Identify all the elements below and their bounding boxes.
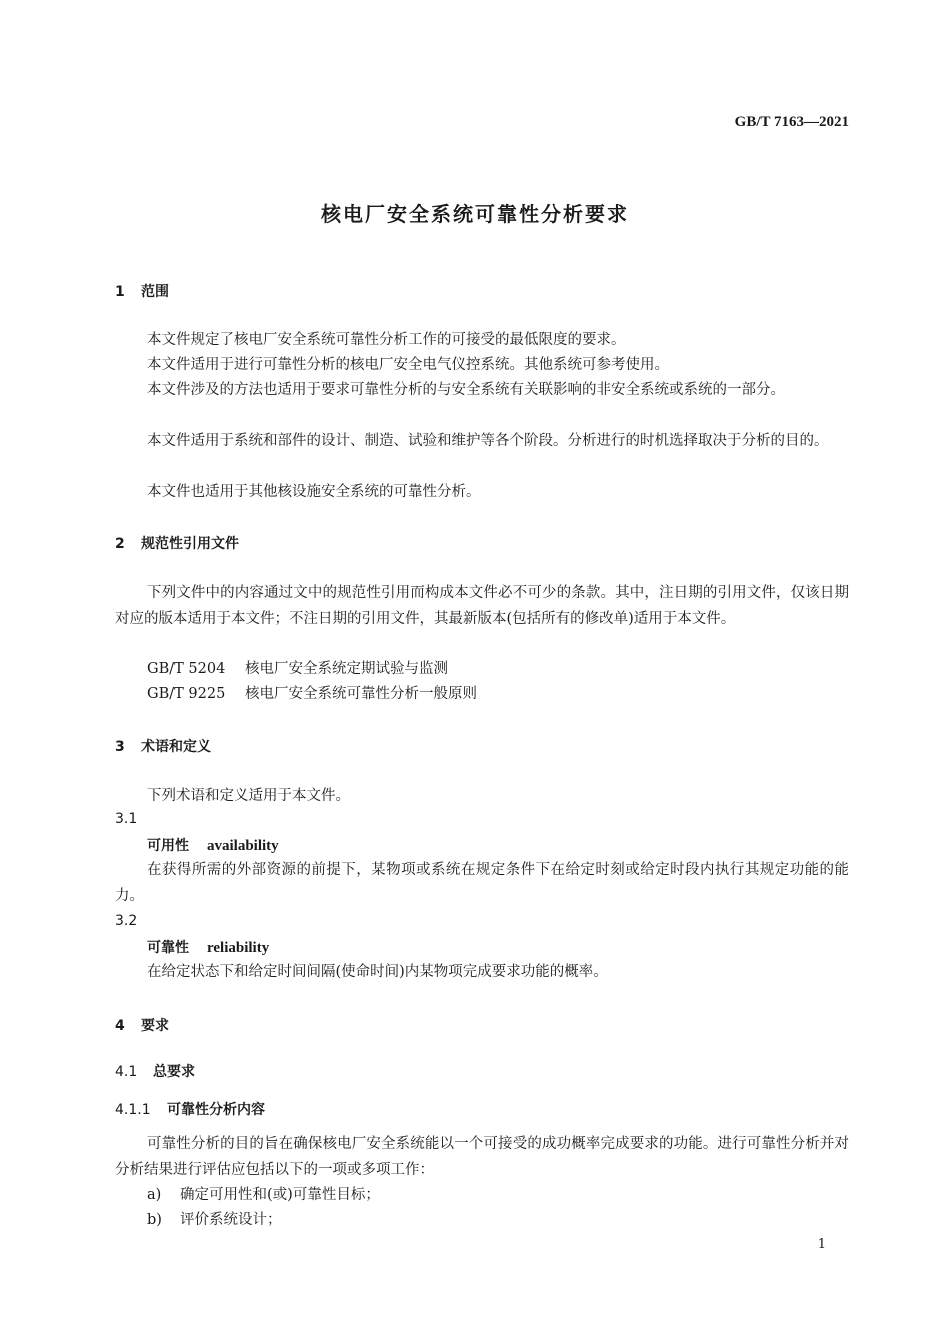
reference-title: 核电厂安全系统可靠性分析一般原则 <box>245 686 477 702</box>
term-definition: 在获得所需的外部资源的前提下，某物项或系统在规定条件下在给定时刻或给定时段内执行其规定功能的能力。 <box>115 862 849 904</box>
list-text: 评价系统设计； <box>180 1212 282 1228</box>
reference-code: GB/T 9225 <box>147 686 226 702</box>
paragraph: 本文件涉及的方法也适用于要求可靠性分析的与安全系统有关联影响的非安全系统或系统的一部分。 <box>147 382 785 398</box>
section-3-heading <box>115 736 211 756</box>
reference-title: 核电厂安全系统定期试验与监测 <box>245 661 448 677</box>
section-number: 1 <box>115 284 125 300</box>
subsection-4-1-1-heading <box>115 1099 265 1119</box>
section-2-heading <box>115 533 239 553</box>
term-heading <box>147 835 279 855</box>
paragraph: 下列术语和定义适用于本文件。 <box>147 788 350 804</box>
paragraph: 本文件适用于进行可靠性分析的核电厂安全电气仪控系统。其他系统可参考使用。 <box>147 357 669 373</box>
subsection-4-1-heading <box>115 1061 195 1081</box>
paragraph: 本文件也适用于其他核设施安全系统的可靠性分析。 <box>147 484 481 500</box>
section-1-heading <box>115 281 169 301</box>
reference-item <box>147 656 448 682</box>
term-english: availability <box>207 838 279 854</box>
paragraph: 可靠性分析的目的旨在确保核电厂安全系统能以一个可接受的成功概率完成要求的功能。进行可靠性分析并对分析结果进行评估应包括以下的一项或多项工作： <box>115 1136 849 1178</box>
list-marker: a) <box>147 1187 162 1203</box>
section-title: 规范性引用文件 <box>141 536 239 552</box>
list-marker: b) <box>147 1212 162 1228</box>
term-chinese: 可用性 <box>147 838 189 854</box>
paragraph: 下列文件中的内容通过文中的规范性引用而构成本文件必不可少的条款。其中，注日期的引用文件，仅该日期对应的版本适用于本文件；不注日期的引用文件，其最新版本(包括所有的修改单)适用于本文件。 <box>115 585 849 627</box>
term-heading <box>147 937 269 957</box>
section-4-heading <box>115 1015 169 1035</box>
subsection-number: 4.1 <box>115 1064 138 1080</box>
subsection-title: 可靠性分析内容 <box>167 1102 265 1118</box>
document-title: 核电厂安全系统可靠性分析要求 <box>321 202 629 226</box>
document-code: GB/T 7163—2021 <box>734 114 849 130</box>
list-item <box>147 1207 282 1233</box>
term-english: reliability <box>207 940 270 956</box>
term-chinese: 可靠性 <box>147 940 189 956</box>
section-title: 术语和定义 <box>141 739 211 755</box>
list-text: 确定可用性和(或)可靠性目标； <box>180 1187 380 1203</box>
list-item <box>147 1182 380 1208</box>
paragraph: 本文件适用于系统和部件的设计、制造、试验和维护等各个阶段。分析进行的时机选择取决于分析的目的。 <box>147 433 829 449</box>
section-title: 要求 <box>141 1018 169 1034</box>
section-number: 2 <box>115 536 125 552</box>
subsection-title: 总要求 <box>153 1064 195 1080</box>
section-title: 范围 <box>141 284 169 300</box>
reference-code: GB/T 5204 <box>147 661 226 677</box>
term-definition: 在给定状态下和给定时间间隔(使命时间)内某物项完成要求功能的概率。 <box>147 964 608 980</box>
reference-item <box>147 681 477 707</box>
section-number: 3 <box>115 739 125 755</box>
subsection-number: 4.1.1 <box>115 1102 151 1118</box>
page-number: 1 <box>817 1237 826 1252</box>
paragraph: 本文件规定了核电厂安全系统可靠性分析工作的可接受的最低限度的要求。 <box>147 332 626 348</box>
term-number: 3.1 <box>115 811 138 827</box>
section-number: 4 <box>115 1018 125 1034</box>
term-number: 3.2 <box>115 913 138 929</box>
